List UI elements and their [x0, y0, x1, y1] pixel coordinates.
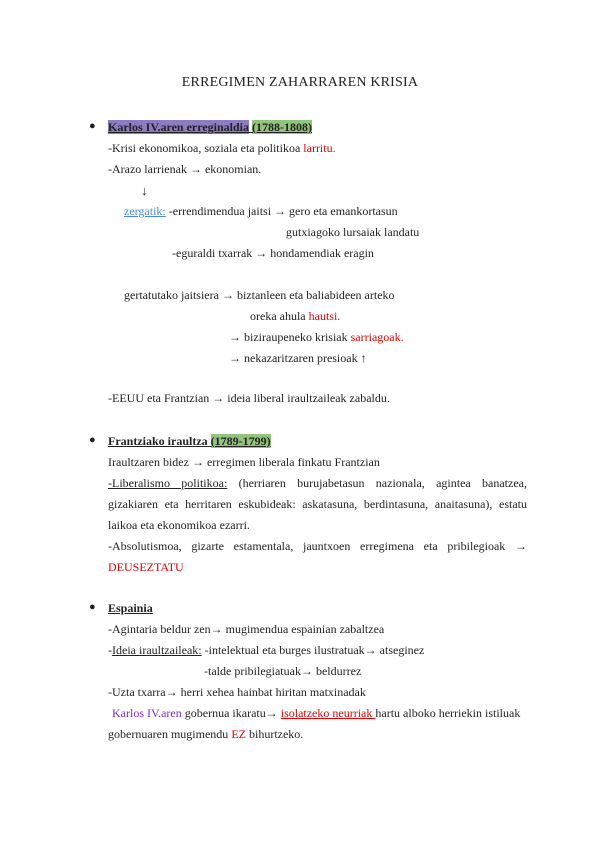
text-line	[108, 727, 303, 742]
bullet-icon: ●	[89, 601, 96, 613]
deuseztatu-text: DEUSEZTATU	[108, 560, 184, 574]
text-span: -errendimendua jaitsi → gero eta emankortasun	[165, 204, 398, 218]
text-line	[250, 309, 340, 324]
section-heading-espainia: Espainia	[108, 601, 153, 615]
text-span: gobernuaren mugimendu	[108, 727, 232, 741]
text-span: gobernua ikaratu→	[181, 706, 281, 720]
text-line: -talde pribilegiatuak→ beldurrez	[204, 664, 362, 678]
ideia-label: Ideia iraultzaileak:	[112, 643, 202, 657]
highlight-red: larritu.	[303, 141, 336, 155]
page-title: ERREGIMEN ZAHARRAREN KRISIA	[181, 75, 419, 90]
text-line: laikoa eta ekonomikoa ezarri.	[108, 518, 250, 532]
liberalismo-label: -Liberalismo politikoa:	[108, 476, 228, 490]
text-line	[124, 204, 398, 219]
ez-text: EZ	[231, 727, 246, 741]
text-span: bihurtzeko.	[245, 727, 304, 741]
text-span: hartu alboko herriekin istiluak	[375, 706, 521, 720]
text-line: -EEUU eta Frantzian → ideia liberal iraultzaileak zabaldu.	[108, 391, 390, 405]
text-span: → biziraupeneko krisiak	[229, 330, 351, 344]
text-span: oreka ahula	[250, 309, 309, 323]
heading-years: (1789-1799)	[210, 434, 271, 448]
bullet-icon: ●	[89, 434, 96, 446]
text-line: -Agintaria beldur zen→ mugimendua espainian zabaltzea	[108, 622, 385, 636]
text-span: -	[108, 643, 112, 657]
text-span: -Krisi ekonomikoa, soziala eta politikoa	[108, 141, 304, 155]
text-line	[108, 643, 424, 658]
highlight-red: hautsi.	[308, 309, 341, 323]
section-heading-karlos	[108, 120, 312, 135]
arrow-down-icon: ↓	[141, 183, 148, 198]
text-line: -Arazo larrienak → ekonomian.	[108, 162, 262, 176]
text-line: Iraultzaren bidez → erregimen liberala finkatu Frantzian	[108, 455, 380, 469]
text-line: -eguraldi txarrak → hondamendiak eragin	[172, 246, 374, 260]
text-line	[108, 141, 336, 156]
text-line: → nekazaritzaren presioak ↑	[229, 351, 367, 365]
text-line: -Absolutismoa, gizarte estamentala, jauntxoen erregimena eta pribilegioak →	[108, 539, 527, 553]
text-line: gizakiaren eta herritaren eskubideak: askatasuna, berdintasuna, anaitasuna), estatu	[108, 497, 527, 511]
text-line: gutxiagoko lursaiak landatu	[286, 225, 420, 239]
text-span: (herriaren burujabetasun nazionala, agintea banatzea,	[227, 476, 527, 490]
text-line: gertatutako jaitsiera → biztanleen eta baliabideen arteko	[124, 288, 395, 302]
text-line	[108, 476, 527, 491]
bullet-icon: ●	[89, 120, 96, 132]
highlight-red: sarriagoak.	[350, 330, 404, 344]
karlos-text: Karlos IV.aren	[112, 706, 182, 720]
heading-name: Frantziako iraultza	[108, 434, 208, 448]
text-line	[112, 706, 520, 721]
text-span: -intelektual eta burges ilustratuak→ atseginez	[201, 643, 425, 657]
section-heading-frantzia	[108, 434, 271, 449]
text-line	[229, 330, 404, 345]
zergatik-link: zergatik:	[124, 204, 166, 218]
isolatzeko-text: isolatzeko neurriak	[280, 706, 376, 720]
text-line: -Uzta txarra→ herri xehea hainbat hiritan matxinadak	[108, 685, 366, 699]
heading-name: Karlos IV.aren erreginaldia	[108, 120, 249, 134]
heading-years: (1788-1808)	[252, 120, 312, 134]
